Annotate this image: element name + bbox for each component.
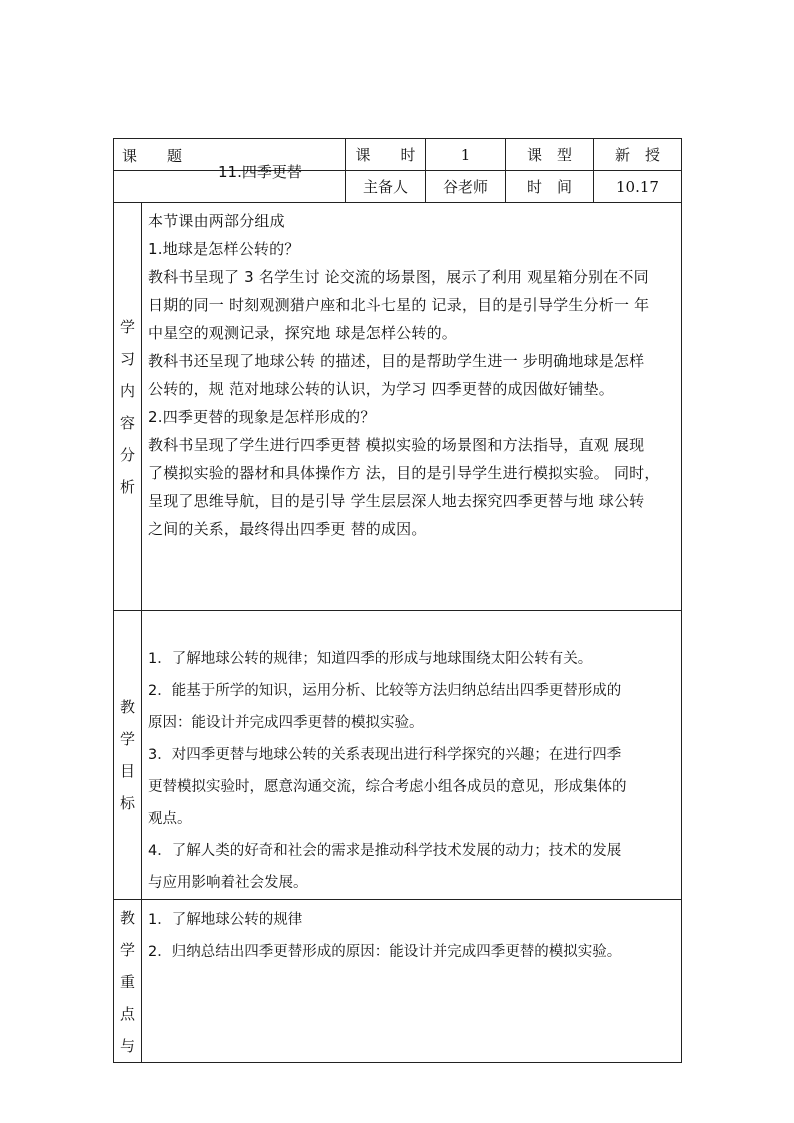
analysis-line: 1.地球是怎样公转的？ — [148, 240, 300, 258]
objectives-label-char: 标 — [119, 794, 135, 812]
analysis-content — [142, 203, 682, 611]
key-points-label-char: 重 — [119, 973, 135, 991]
objective-line: 更替模拟实验时，愿意沟通交流，综合考虑小组各成员的意见，形成集体的 — [148, 779, 627, 795]
objective-line: 原因：能设计并完成四季更替的模拟实验。 — [148, 715, 424, 731]
key-points-label-char: 学 — [119, 941, 135, 959]
topic-value-cell — [114, 163, 346, 203]
preparer-value: 谷老师 — [426, 171, 506, 203]
key-points-content — [142, 900, 682, 1063]
lesson-plan-table — [113, 138, 682, 1063]
analysis-label-char: 学 — [119, 317, 135, 336]
objective-line: 4．了解人类的好奇和社会的需求是推动科学技术发展的动力；技术的发展 — [148, 843, 622, 859]
period-value: 1 — [426, 139, 506, 171]
key-point-line: 2．归纳总结出四季更替形成的原因：能设计并完成四季更替的模拟实验。 — [148, 944, 622, 960]
time-value: 10.17 — [594, 171, 682, 203]
analysis-line: 日期的同一 时刻观测猎户座和北斗七星的 记录，目的是引导学生分析一 年 — [148, 296, 650, 314]
analysis-label-char: 分 — [119, 445, 135, 464]
analysis-line: 教科书呈现了 3 名学生讨 论交流的场景图，展示了利用 观星箱分别在不同 — [148, 268, 649, 286]
objective-line: 观点。 — [148, 811, 192, 827]
objectives-content — [142, 611, 682, 900]
analysis-line: 2.四季更替的现象是怎样形成的？ — [148, 408, 376, 426]
objective-line: 2．能基于所学的知识，运用分析、比较等方法归纳总结出四季更替形成的 — [148, 683, 622, 699]
analysis-line: 中星空的观测记录，探究地 球是怎样公转的。 — [148, 324, 457, 342]
topic-label: 课 题 — [122, 147, 183, 165]
objectives-label-char: 目 — [119, 762, 135, 780]
analysis-line: 教科书还呈现了地球公转 的描述，目的是帮助学生进一 步明确地球是怎样 — [148, 352, 645, 370]
key-points-label-char: 教 — [119, 909, 135, 927]
topic-value: 11.四季更替 — [218, 163, 302, 181]
objective-line: 1．了解地球公转的规律；知道四季的形成与地球围绕太阳公转有关。 — [148, 651, 593, 667]
analysis-line: 公转的，规 范对地球公转的认识，为学习 四季更替的成因做好铺垫。 — [148, 380, 614, 398]
analysis-label-char: 容 — [119, 413, 135, 432]
analysis-label — [114, 203, 142, 611]
analysis-line: 本节课由两部分组成 — [148, 212, 285, 230]
key-points-label-char: 与 — [119, 1037, 135, 1055]
objective-line: 3．对四季更替与地球公转的关系表现出进行科学探究的兴趣；在进行四季 — [148, 747, 622, 763]
key-points-label-char: 点 — [119, 1005, 135, 1023]
analysis-line: 了模拟实验的器材和具体操作方 法，目的是引导学生进行模拟实验。 同时， — [148, 464, 660, 482]
analysis-line: 呈现了思维导航，目的是引导 学生层层深人地去探究四季更替与地 球公转 — [148, 492, 645, 510]
objectives-label-char: 教 — [119, 698, 135, 716]
analysis-line: 教科书呈现了学生进行四季更替 模拟实验的场景图和方法指导，直观 展现 — [148, 436, 645, 454]
objectives-label-char: 学 — [119, 730, 135, 748]
analysis-label-char: 习 — [119, 349, 135, 368]
analysis-label-char: 内 — [119, 381, 135, 400]
preparer-label: 主备人 — [346, 171, 426, 203]
time-label: 时 间 — [506, 171, 594, 203]
key-point-line: 1．了解地球公转的规律 — [148, 912, 303, 928]
objectives-label — [114, 611, 142, 900]
key-points-label — [114, 900, 142, 1063]
analysis-line: 之间的关系，最终得出四季更 替的成因。 — [148, 520, 427, 538]
analysis-label-char: 析 — [119, 477, 135, 496]
period-label: 课 时 — [346, 139, 426, 171]
type-label: 课 型 — [506, 139, 594, 171]
objective-line: 与应用影响着社会发展。 — [148, 875, 308, 891]
type-value: 新 授 — [594, 139, 682, 171]
